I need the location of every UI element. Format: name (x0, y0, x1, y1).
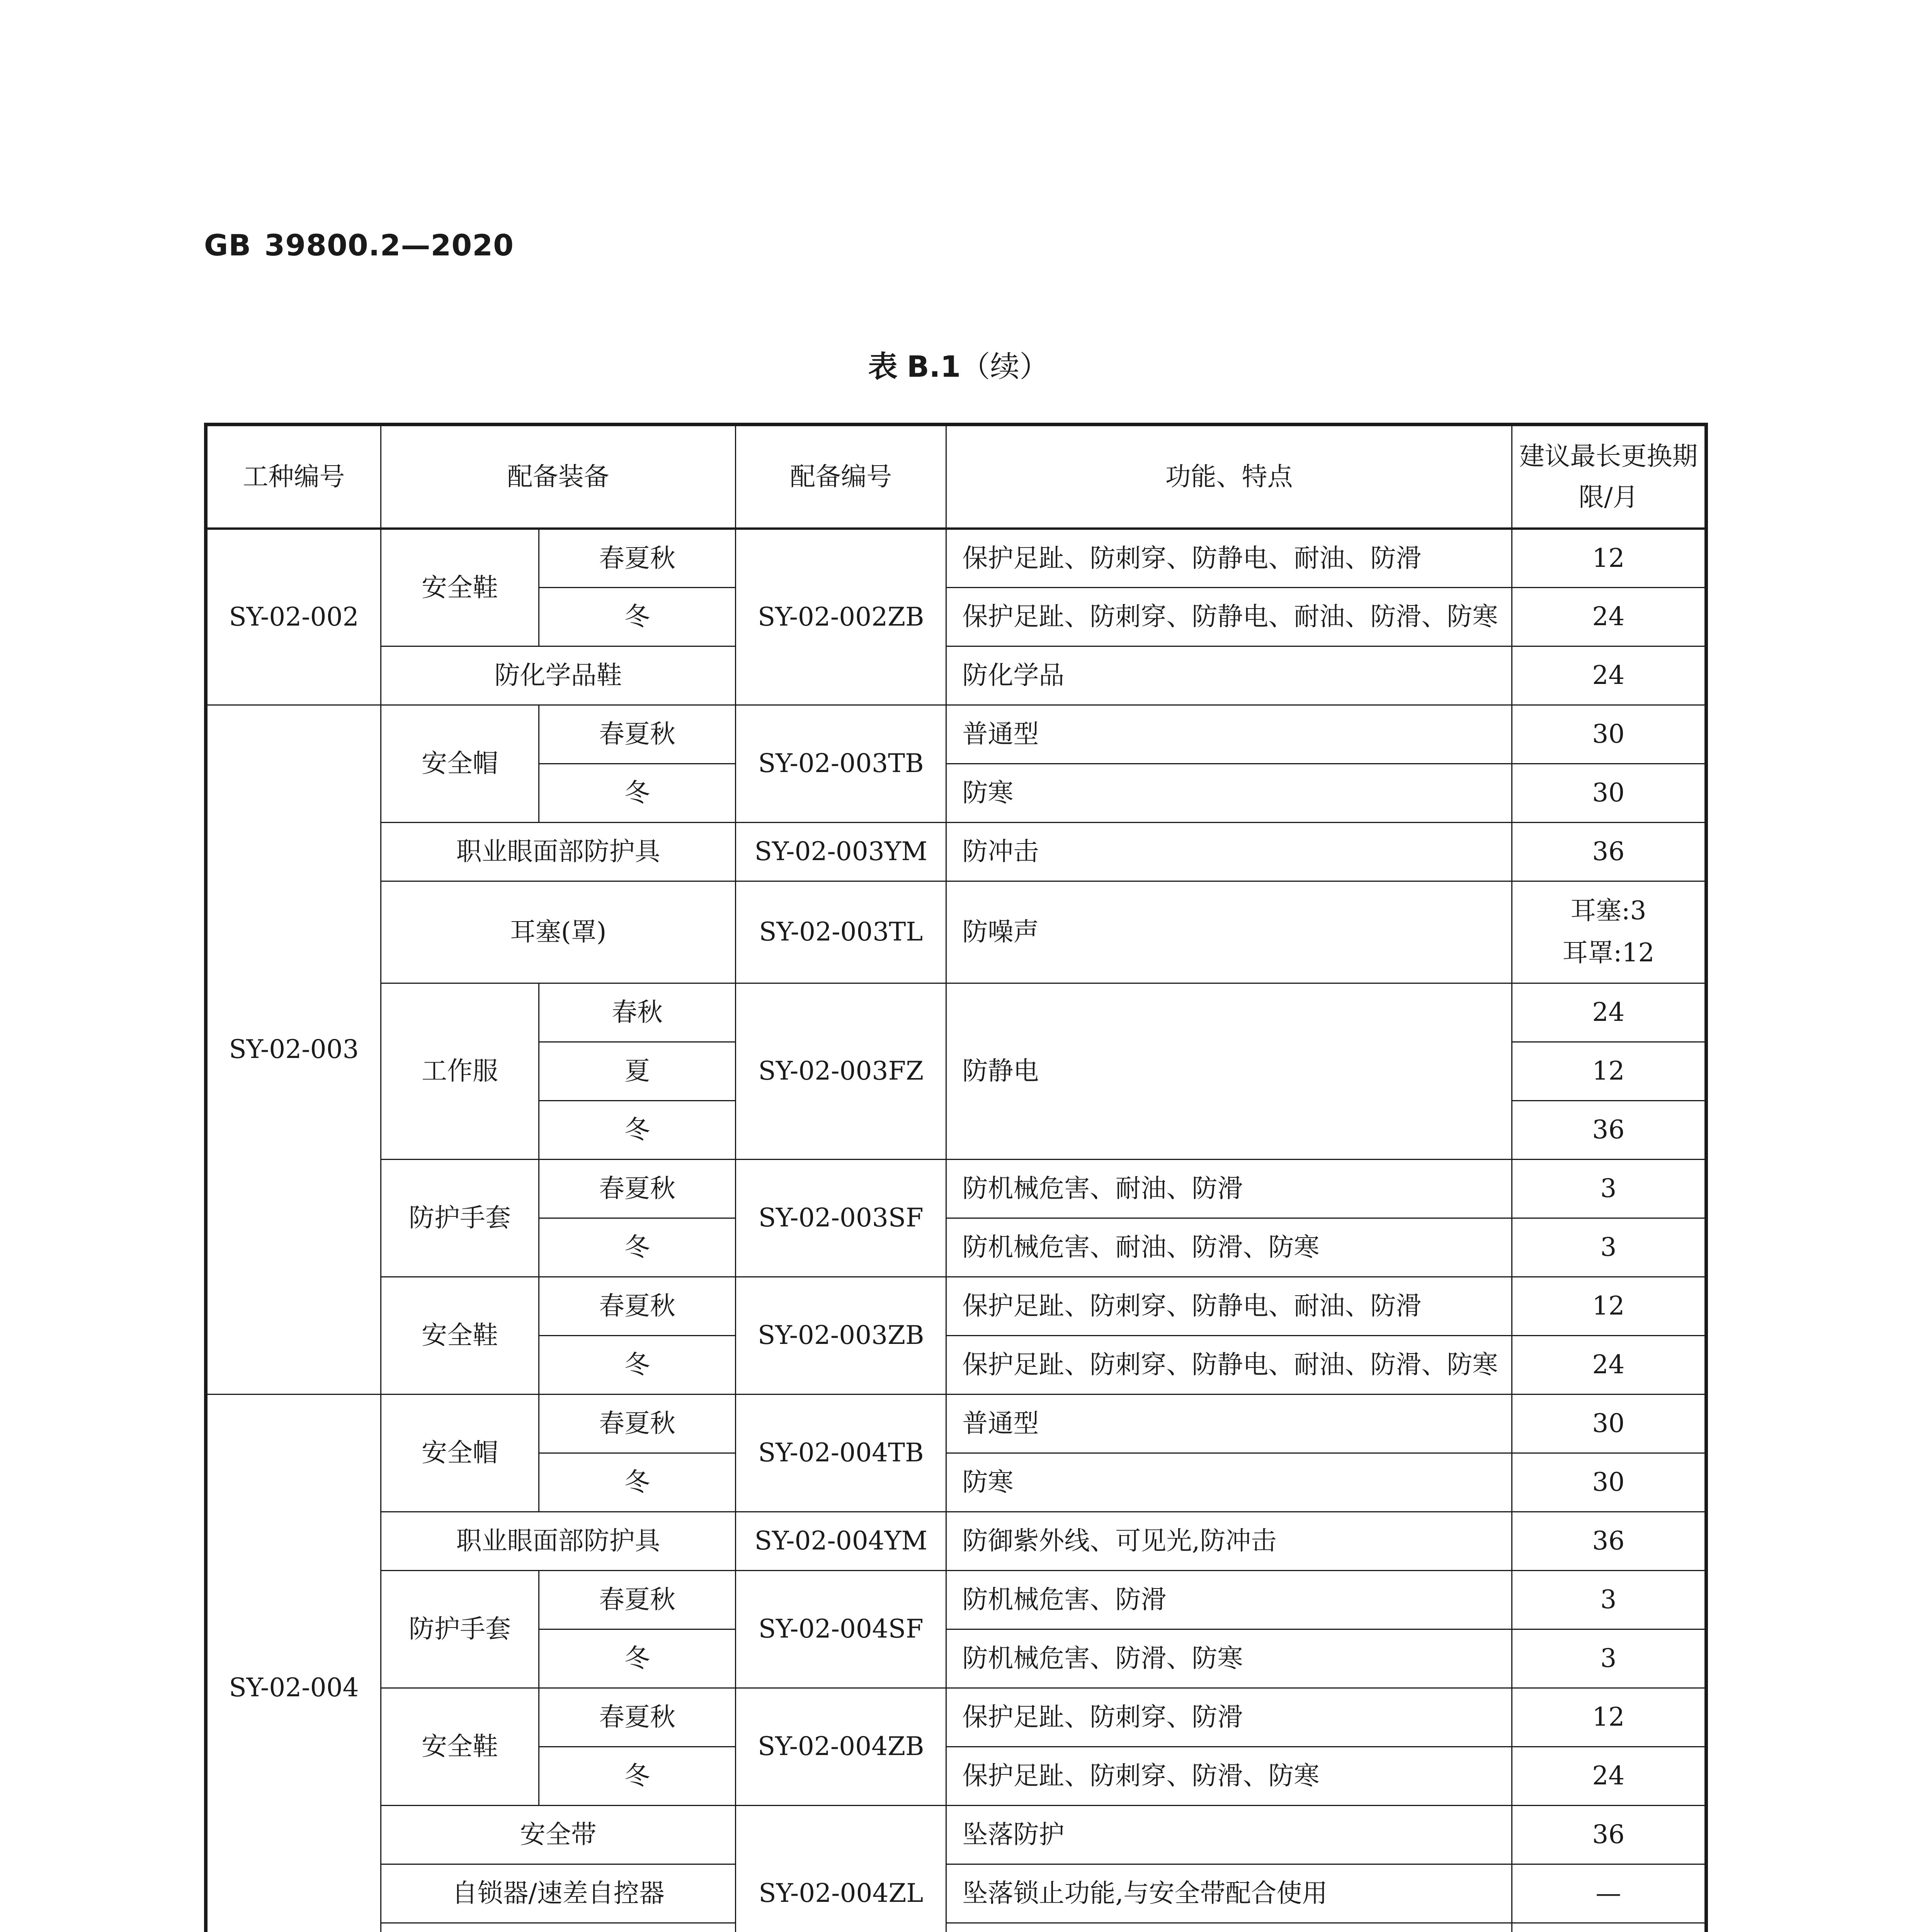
function-cell: 坠落防护 (946, 1805, 1512, 1864)
function-cell: 普通型 (946, 705, 1512, 764)
limit-cell: 36 (1512, 1512, 1706, 1570)
table-row (206, 529, 1706, 587)
function-cell: 防寒 (946, 1453, 1512, 1512)
table-row (206, 1805, 1706, 1864)
function-cell: 防化学品 (946, 646, 1512, 705)
equipment-cell: 安全鞋 (381, 529, 539, 646)
season-cell: 冬 (539, 1100, 735, 1159)
limit-cell: 12 (1512, 1042, 1706, 1100)
table-row (206, 1688, 1706, 1747)
equipment-code-cell: SY-02-004YM (736, 1512, 946, 1570)
table-row (206, 1864, 1706, 1923)
table-title-id: B.1 (907, 349, 961, 384)
limit-cell: 3 (1512, 1629, 1706, 1688)
table-row (206, 1923, 1706, 1932)
function-cell: 防寒 (946, 764, 1512, 822)
equipment-code-cell: SY-02-003YM (736, 822, 946, 881)
equipment-cell: 职业眼面部防护具 (381, 822, 736, 881)
function-cell: 坠落锁止功能,与安全带配合使用 (946, 1864, 1512, 1923)
season-cell: 夏 (539, 1042, 735, 1100)
function-cell: 保护足趾、防刺穿、防滑、防寒 (946, 1747, 1512, 1805)
limit-line: 耳罩:12 (1562, 938, 1655, 968)
season-cell: 春夏秋 (539, 705, 735, 764)
limit-cell: 24 (1512, 646, 1706, 705)
col-header-equipment: 配备装备 (381, 425, 736, 529)
function-cell: 防静电 (946, 983, 1512, 1159)
table-row (206, 1277, 1706, 1335)
limit-cell (1512, 1923, 1706, 1932)
table-header-row (206, 425, 1706, 529)
function-cell: 普通型 (946, 1394, 1512, 1453)
season-cell: 春夏秋 (539, 529, 735, 587)
job-code-cell: SY-02-004 (206, 1394, 381, 1932)
limit-cell: 12 (1512, 1277, 1706, 1335)
equipment-code-cell: SY-02-003TL (736, 881, 946, 983)
table-title-suffix: （续） (961, 349, 1049, 384)
function-cell: 保护足趾、防刺穿、防静电、耐油、防滑、防寒 (946, 587, 1512, 646)
function-cell: 保护足趾、防刺穿、防静电、耐油、防滑、防寒 (946, 1335, 1512, 1394)
season-cell: 春夏秋 (539, 1570, 735, 1629)
equipment-cell: 防化学品鞋 (381, 646, 736, 705)
limit-cell: 30 (1512, 1453, 1706, 1512)
table-row (206, 881, 1706, 983)
job-code-cell: SY-02-002 (206, 529, 381, 705)
limit-line: 耳塞:3 (1570, 896, 1647, 926)
equipment-code-cell: SY-02-002ZB (736, 529, 946, 705)
equipment-cell: 工作服 (381, 983, 539, 1159)
col-header-job-code: 工种编号 (206, 425, 381, 529)
limit-cell: — (1512, 1864, 1706, 1923)
limit-cell: 3 (1512, 1570, 1706, 1629)
table-row (206, 822, 1706, 881)
job-code-cell: SY-02-003 (206, 705, 381, 1394)
equipment-cell: 安全帽 (381, 1394, 539, 1512)
limit-cell: 3 (1512, 1218, 1706, 1277)
table-row (206, 1394, 1706, 1453)
equipment-cell: 自锁器/速差自控器 (381, 1864, 736, 1923)
function-cell: 防机械危害、耐油、防滑、防寒 (946, 1218, 1512, 1277)
season-cell: 冬 (539, 1747, 735, 1805)
table-row (206, 705, 1706, 764)
equipment-cell: 防护手套 (381, 1159, 539, 1277)
function-cell: 保护足趾、防刺穿、防静电、耐油、防滑 (946, 529, 1512, 587)
season-cell: 冬 (539, 1335, 735, 1394)
season-cell: 冬 (539, 1218, 735, 1277)
limit-cell: 12 (1512, 1688, 1706, 1747)
equipment-cell: 防护手套 (381, 1570, 539, 1688)
season-cell: 冬 (539, 1453, 735, 1512)
limit-cell: 36 (1512, 822, 1706, 881)
equipment-cell: 安全鞋 (381, 1688, 539, 1805)
function-cell: 防冲击 (946, 822, 1512, 881)
function-cell: 防机械危害、防滑、防寒 (946, 1629, 1512, 1688)
season-cell: 春夏秋 (539, 1159, 735, 1218)
equipment-code-cell: SY-02-003SF (736, 1159, 946, 1277)
limit-cell: 24 (1512, 1747, 1706, 1805)
equipment-code-cell: SY-02-004SF (736, 1570, 946, 1688)
standard-number: 39800.2—2020 (264, 228, 514, 262)
limit-cell: 36 (1512, 1100, 1706, 1159)
equipment-code-cell: SY-02-004TB (736, 1394, 946, 1512)
equipment-table (204, 423, 1708, 1932)
equipment-code-cell: SY-02-003TB (736, 705, 946, 822)
function-cell: 防机械危害、耐油、防滑 (946, 1159, 1512, 1218)
col-header-function: 功能、特点 (946, 425, 1512, 529)
standard-code: GB (204, 228, 252, 262)
function-cell: 保护足趾、防刺穿、防滑 (946, 1688, 1512, 1747)
season-cell: 冬 (539, 1629, 735, 1688)
limit-cell: 3 (1512, 1159, 1706, 1218)
equipment-code-cell: SY-02-003FZ (736, 983, 946, 1159)
equipment-cell: 安全帽 (381, 705, 539, 822)
function-cell: 防噪声 (946, 881, 1512, 983)
equipment-code-cell: SY-02-004ZL (736, 1805, 946, 1932)
season-cell: 春夏秋 (539, 1394, 735, 1453)
limit-cell (1512, 881, 1706, 983)
table-row (206, 983, 1706, 1042)
season-cell: 冬 (539, 587, 735, 646)
function-cell: 防御紫外线、可见光,防冲击 (946, 1512, 1512, 1570)
equipment-cell: 职业眼面部防护具 (381, 1512, 736, 1570)
table-row (206, 1159, 1706, 1218)
equipment-cell: 安全鞋 (381, 1277, 539, 1394)
table-row (206, 1570, 1706, 1629)
function-cell: 保护足趾、防刺穿、防静电、耐油、防滑 (946, 1277, 1512, 1335)
season-cell: 春夏秋 (539, 1688, 735, 1747)
table-title-prefix: 表 (868, 349, 898, 384)
limit-cell: 30 (1512, 705, 1706, 764)
table-row (206, 1512, 1706, 1570)
equipment-code-cell: SY-02-004ZB (736, 1688, 946, 1805)
limit-cell: 12 (1512, 529, 1706, 587)
limit-cell: 24 (1512, 1335, 1706, 1394)
limit-cell: 24 (1512, 983, 1706, 1042)
equipment-cell: 安全带 (381, 1805, 736, 1864)
col-header-replacement-limit: 建议最长更换期限/月 (1512, 425, 1706, 529)
limit-cell: 36 (1512, 1805, 1706, 1864)
limit-cell: 30 (1512, 1394, 1706, 1453)
season-cell: 冬 (539, 764, 735, 822)
function-cell: 防机械危害、防滑 (946, 1570, 1512, 1629)
equipment-cell (381, 1923, 736, 1932)
season-cell: 春夏秋 (539, 1277, 735, 1335)
col-header-equipment-code: 配备编号 (736, 425, 946, 529)
season-cell: 春秋 (539, 983, 735, 1042)
limit-cell: 30 (1512, 764, 1706, 822)
equipment-cell: 耳塞(罩) (381, 881, 736, 983)
limit-cell: 24 (1512, 587, 1706, 646)
equipment-code-cell: SY-02-003ZB (736, 1277, 946, 1394)
table-title (0, 343, 1917, 385)
function-cell (946, 1923, 1512, 1932)
table-row (206, 646, 1706, 705)
document-header (204, 228, 514, 262)
